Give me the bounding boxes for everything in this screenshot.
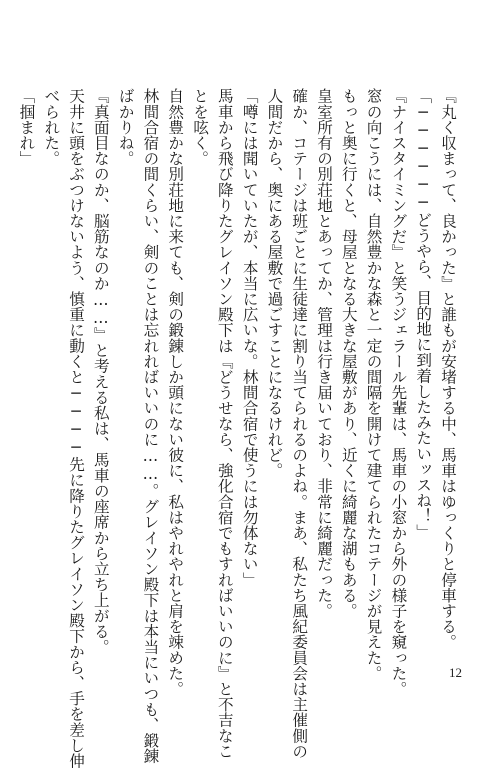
- text-line: 林間合宿の間くらい、剣のことは忘れればいいのに……。グレイソン殿下は本当にいつも、鍛錬: [141, 88, 160, 764]
- text-line: 皇室所有の別荘地とあってか、管理は行き届いており、非常に綺麗だった。: [315, 88, 334, 619]
- text-line: 「噂には聞いていたが、本当に広いな。林間合宿で使うには勿体ない」: [240, 88, 259, 588]
- text-line: 天井に頭をぶつけないよう、慎重に動くと────先に降りたグレイソン殿下から、手を差し伸: [67, 88, 86, 768]
- text-line: 馬車から飛び降りたグレイソン殿下は『どうせなら、強化合宿でもすればいいのに』と不吉なこ: [215, 88, 234, 759]
- page-number: 12: [449, 665, 462, 680]
- text-line: とを呟く。: [191, 88, 210, 166]
- text-line: 『丸く収まって、良かった』と誰もが安堵する中、馬車はゆっくりと停車する。: [439, 88, 457, 650]
- text-line: 『真面目なのか、脳筋なのか……』と考える私は、馬車の座席から立ち上がる。: [91, 88, 110, 655]
- text-line: 確か、コテージは班ごとに生徒達に割り当てられるのよね。まあ、私たち風紀委員会は主催側の: [290, 88, 309, 759]
- text-line: 窓の向こうには、自然豊かな森と一定の間隔を開けて建てられたコテージが見えた。: [364, 88, 383, 681]
- text-line: 『ナイスタイミングだ』と笑うジェラール先輩は、馬車の小窓から外の様子を窺った。: [389, 88, 408, 697]
- text-line: 自然豊かな別荘地に来ても、剣の鍛錬しか頭にない彼に、私はやれやれと肩を竦めた。: [166, 88, 185, 697]
- text-line: 人間だから、奥にある屋敷で過ごすことになるけれど。: [265, 88, 284, 478]
- text-line: もっと奥に行くと、母屋となる大きな屋敷があり、近くに綺麗な湖もある。: [339, 88, 358, 619]
- text-line: ばかりね。: [116, 88, 135, 166]
- text-line: べられた。: [42, 88, 61, 166]
- text-line: 「掴まれ」: [17, 88, 36, 166]
- text-line: 「──────どうやら、目的地に到着したみたいッスね！」: [414, 88, 433, 540]
